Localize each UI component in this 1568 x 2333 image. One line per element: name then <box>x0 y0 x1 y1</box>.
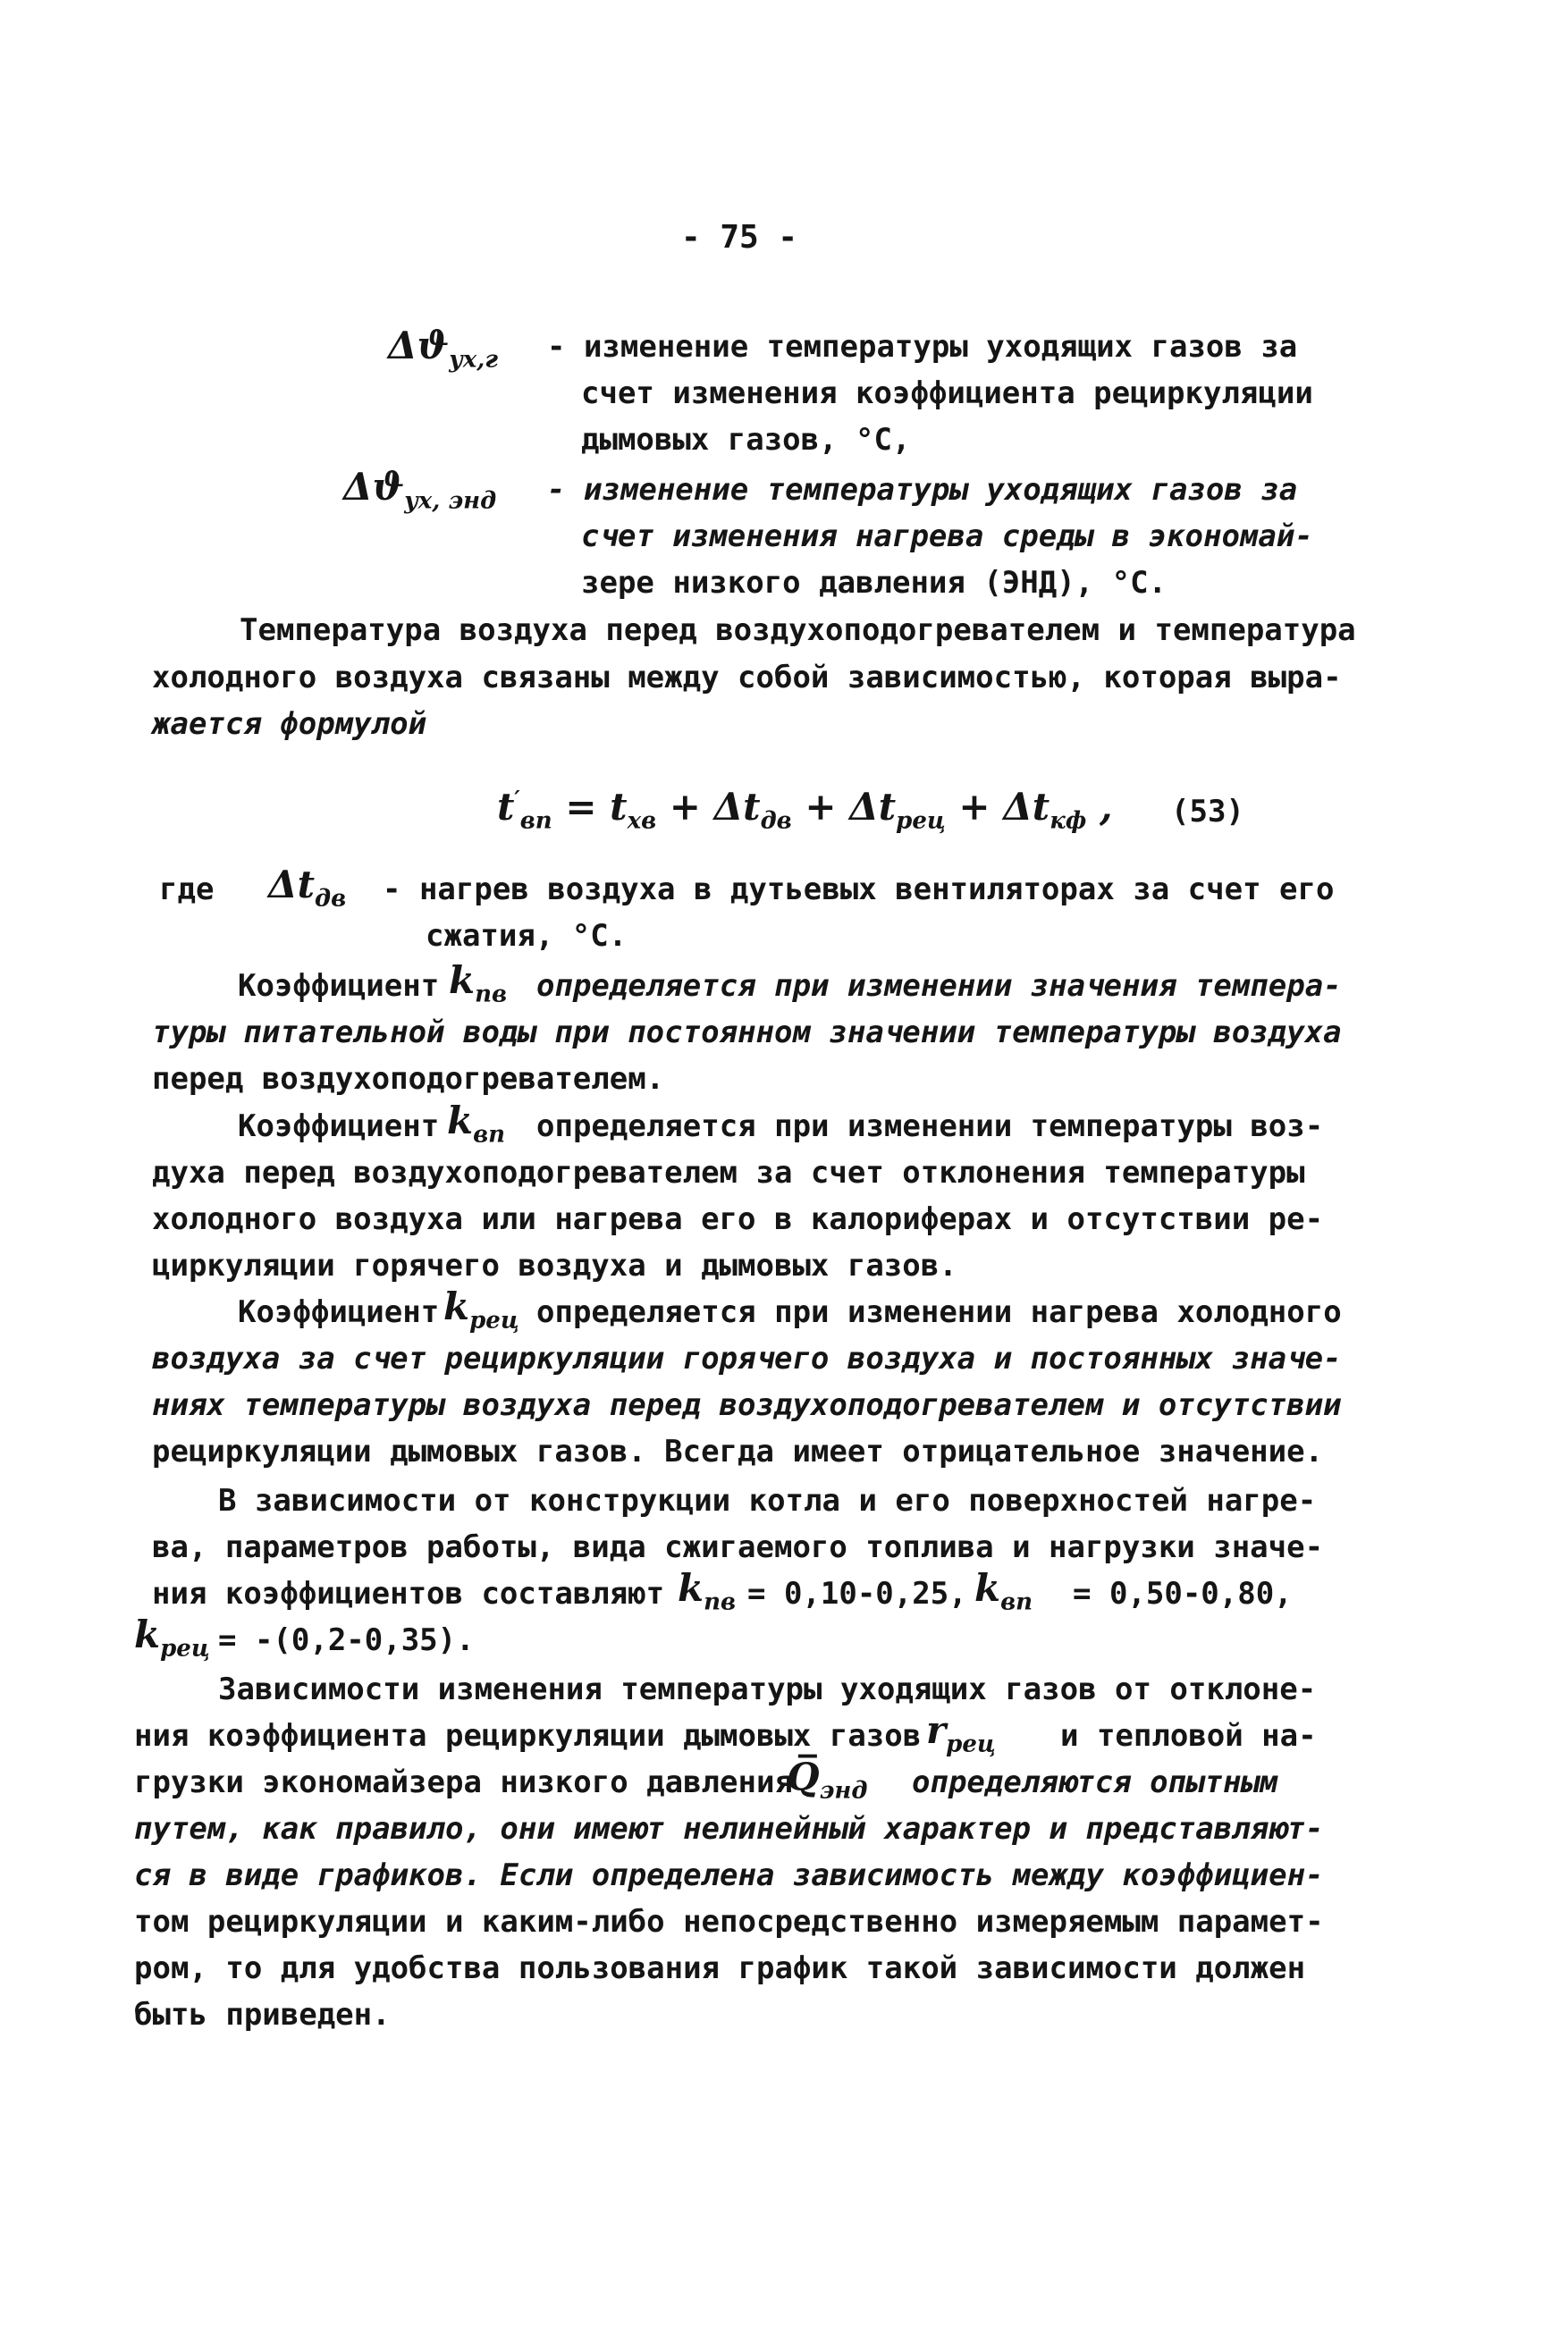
symbol-k-vp: $k_{вп}$ <box>974 1566 1033 1616</box>
coefficient-value: = 0,50-0,80, <box>1073 1576 1293 1612</box>
paragraph-line: быть приведен. <box>134 1997 391 2033</box>
coefficient-value: = 0,10-0,25, <box>747 1576 967 1612</box>
paragraph-line: определяются опытным <box>912 1764 1278 1800</box>
symbol-delta-theta-ukh-end: $\Delta ϑ_{ух, энд}$ <box>343 465 497 515</box>
paragraph-line: ниях температуры воздуха перед воздухоподогревателем и отсутствии <box>152 1387 1342 1423</box>
paragraph-line: туры питательной воды при постоянном значении температуры воздуха <box>152 1015 1342 1050</box>
paragraph-line: Зависимости изменения температуры уходящих газов от отклоне- <box>218 1672 1317 1707</box>
symbol-k-pv: $k_{пв}$ <box>678 1566 737 1616</box>
definition-line: дымовых газов, °С, <box>581 422 911 458</box>
symbol-delta-t-dv: $\Delta t_{дв}$ <box>268 863 347 913</box>
paragraph-line: холодного воздуха связаны между собой зависимостью, которая выра- <box>152 660 1342 695</box>
paragraph-line: ния коэффициентов составляют <box>152 1576 665 1612</box>
paragraph-line: перед воздухоподогревателем. <box>152 1061 665 1097</box>
paragraph-line: определяется при изменении температуры воз- <box>536 1108 1324 1144</box>
definition-line: - изменение температуры уходящих газов за <box>547 472 1298 508</box>
symbol-r-rec: $r_{рец}$ <box>926 1708 996 1758</box>
paragraph-line: воздуха за счет рециркуляции горячего воздуха и постоянных значе- <box>152 1341 1342 1377</box>
paragraph-line: путем, как правило, они имеют нелинейный характер и представляют- <box>134 1811 1324 1847</box>
paragraph-line: Температура воздуха перед воздухоподогревателем и температура <box>240 612 1356 648</box>
paragraph-line: рециркуляции дымовых газов. Всегда имеет отрицательное значение. <box>152 1434 1324 1470</box>
definition-line: счет изменения нагрева среды в экономай- <box>581 518 1313 554</box>
paragraph-line: ва, параметров работы, вида сжигаемого топлива и нагрузки значе- <box>152 1529 1324 1565</box>
page-number: - 75 - <box>681 219 798 256</box>
definition-line: зере низкого давления (ЭНД), °С. <box>581 565 1168 601</box>
symbol-q-end: $Q̅_{энд}$ <box>787 1755 868 1805</box>
where-definition-line: сжатия, °С. <box>426 918 628 954</box>
paragraph-line: ром, то для удобства пользования график такой зависимости должен <box>134 1950 1306 1986</box>
equation-number: (53) <box>1171 794 1244 830</box>
paragraph-line: определяется при изменении нагрева холодного <box>536 1294 1342 1330</box>
paragraph-line: грузки экономайзера низкого давления <box>134 1764 793 1800</box>
definition-line: счет изменения коэффициента рециркуляции <box>581 375 1313 411</box>
paragraph-line: духа перед воздухоподогревателем за счет отклонения температуры <box>152 1155 1305 1191</box>
paragraph-line: Коэффициент <box>238 968 440 1004</box>
symbol-k-vp: $k_{вп}$ <box>447 1099 506 1149</box>
formula-53: $t'_{вп} = t_{хв} + \Delta t_{дв} + \Delta t_{рец} + \Delta t_{кф}$ , <box>497 785 1113 835</box>
symbol-k-pv: $k_{пв}$ <box>449 958 508 1008</box>
where-label: где <box>159 872 215 907</box>
paragraph-line: В зависимости от конструкции котла и его поверхностей нагре- <box>218 1483 1317 1519</box>
paragraph-line: жается формулой <box>152 706 427 742</box>
paragraph-line: и тепловой на- <box>1060 1718 1317 1754</box>
symbol-k-rec: $k_{рец}$ <box>134 1613 210 1663</box>
paragraph-line: Коэффициент <box>238 1294 440 1330</box>
paragraph-line: Коэффициент <box>238 1108 440 1144</box>
paragraph-line: холодного воздуха или нагрева его в калориферах и отсутствии ре- <box>152 1201 1324 1237</box>
symbol-delta-theta-ukh-g: $\Delta ϑ_{ух,г}$ <box>388 324 498 374</box>
where-definition-line: - нагрев воздуха в дутьевых вентиляторах за счет его <box>383 872 1335 907</box>
paragraph-line: ния коэффициента рециркуляции дымовых газов <box>134 1718 922 1754</box>
definition-line: - изменение температуры уходящих газов за <box>547 329 1298 365</box>
paragraph-line: циркуляции горячего воздуха и дымовых газов. <box>152 1248 957 1284</box>
symbol-k-rec: $k_{рец}$ <box>443 1284 519 1335</box>
paragraph-line: определяется при изменении значения темпера- <box>536 968 1342 1004</box>
coefficient-value: = -(0,2-0,35). <box>218 1622 475 1658</box>
paragraph-line: ся в виде графиков. Если определена зависимость между коэффициен- <box>134 1857 1324 1893</box>
paragraph-line: том рециркуляции и каким-либо непосредственно измеряемым парамет- <box>134 1904 1324 1940</box>
